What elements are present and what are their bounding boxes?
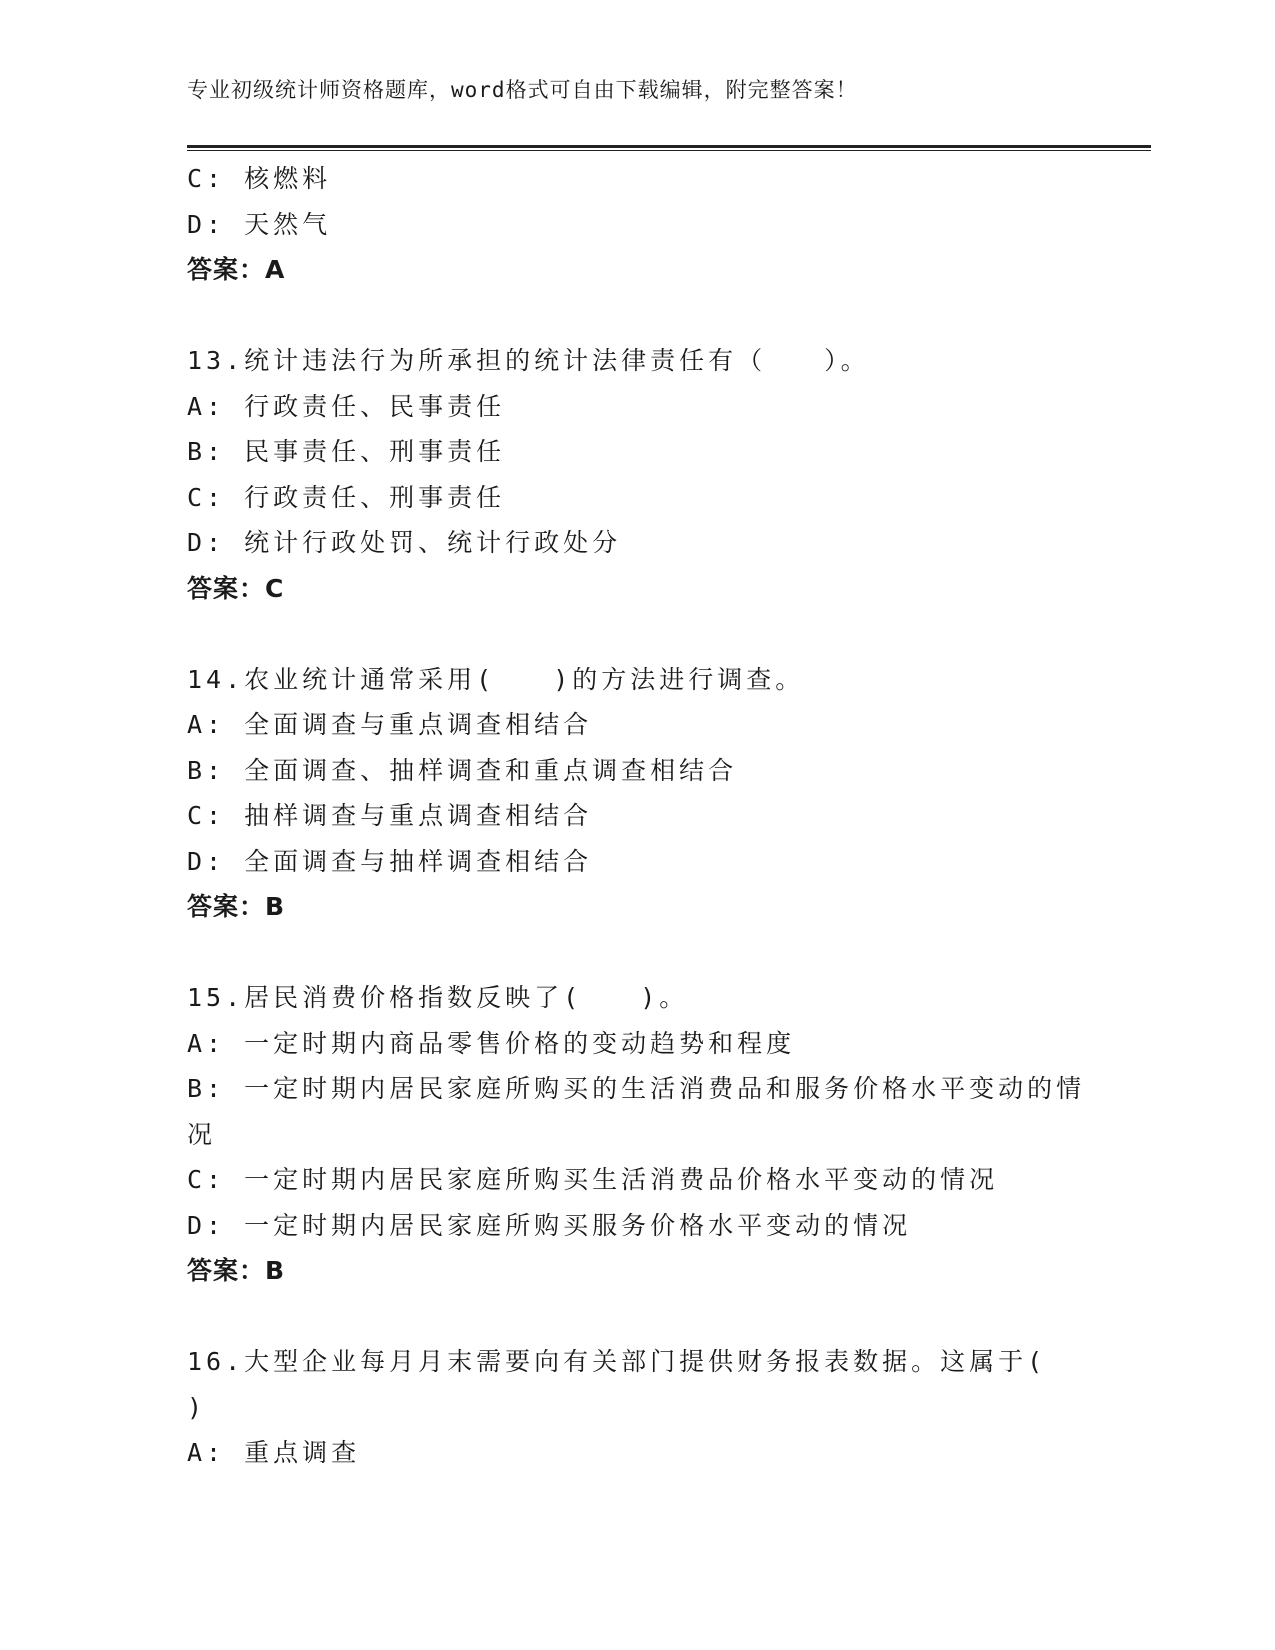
answer-line: 答案：B [187, 892, 286, 921]
header-rule-thick [187, 145, 1151, 148]
option-line: A: 一定时期内商品零售价格的变动趋势和程度 [187, 1028, 796, 1058]
question-body [187, 156, 1087, 1476]
option-line: C: 行政责任、刑事责任 [187, 482, 506, 512]
question-stem-continued: ) [187, 1392, 207, 1422]
spacer [187, 1294, 1087, 1340]
spacer [187, 611, 1087, 657]
page-header: 专业初级统计师资格题库，word格式可自由下载编辑，附完整答案！ [187, 78, 858, 102]
header-rule-thin [187, 150, 1151, 151]
question-stem: 16.大型企业每月月末需要向有关部门提供财务报表数据。这属于( [187, 1347, 1047, 1376]
option-line: D: 统计行政处罚、统计行政处分 [187, 528, 622, 557]
question-stem: 14.农业统计通常采用( )的方法进行调查。 [187, 664, 805, 694]
answer-line: 答案：B [187, 1256, 286, 1285]
option-line: A: 全面调查与重点调查相结合 [187, 710, 593, 739]
answer-line: 答案：C [187, 573, 285, 603]
option-line: A: 重点调查 [187, 1438, 361, 1467]
option-line: C: 一定时期内居民家庭所购买生活消费品价格水平变动的情况 [187, 1165, 999, 1194]
option-line: B: 全面调查、抽样调查和重点调查相结合 [187, 755, 738, 785]
spacer [187, 930, 1087, 976]
question-stem: 15.居民消费价格指数反映了( )。 [187, 983, 689, 1012]
option-line: B: 民事责任、刑事责任 [187, 437, 506, 466]
option-line: D: 全面调查与抽样调查相结合 [187, 846, 593, 876]
answer-line: 答案：A [187, 255, 286, 284]
option-line: C: 核燃料 [187, 164, 332, 193]
question-stem: 13.统计违法行为所承担的统计法律责任有（ ）。 [187, 346, 870, 375]
option-line: A: 行政责任、民事责任 [187, 391, 506, 421]
option-line: D: 一定时期内居民家庭所购买服务价格水平变动的情况 [187, 1210, 912, 1240]
option-line: B: 一定时期内居民家庭所购买的生活消费品和服务价格水平变动的情 [187, 1074, 1086, 1103]
option-line-continued: 况 [187, 1119, 217, 1149]
spacer [187, 293, 1087, 339]
option-line: C: 抽样调查与重点调查相结合 [187, 801, 593, 830]
option-line: D: 天然气 [187, 209, 332, 239]
